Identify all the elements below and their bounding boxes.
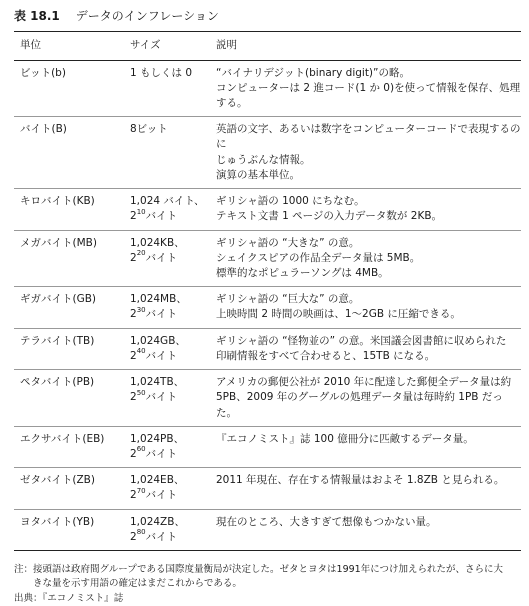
size-text: 2 xyxy=(130,251,137,264)
description-line: アメリカの郵便公社が 2010 年に配達した郵便全データ量は約 xyxy=(216,376,512,389)
description-line: テキスト文書 1 ページの入力データ数が 2KB。 xyxy=(216,210,443,223)
size-text: 2 xyxy=(130,308,137,321)
cell-unit: ギガバイト(GB) xyxy=(14,287,124,328)
description-line: 『エコノミスト』誌 100 億冊分に匹敵するデータ量。 xyxy=(216,432,474,445)
description-line: ギリシャ語の “怪物並の” の意。米国議会図書館に収められた xyxy=(216,334,507,347)
size-line xyxy=(130,349,210,364)
note-line: きな量を示す用語の確定はまだこれからである。 xyxy=(33,578,242,590)
size-exponent: 40 xyxy=(136,347,146,356)
cell-unit: メガバイト(MB) xyxy=(14,230,124,287)
cell-description xyxy=(210,230,521,287)
size-text: 1,024PB、 xyxy=(130,432,185,445)
size-text: 1 もしくは 0 xyxy=(130,66,193,79)
size-suffix: バイト xyxy=(145,210,178,223)
table-row xyxy=(14,117,521,189)
size-text: 1,024 バイト、 xyxy=(130,195,205,208)
description-line: 現在のところ、大きすぎて想像もつかない量。 xyxy=(216,515,437,528)
description-line: 上映時間 2 時間の映画は、1～2GB に圧縮できる。 xyxy=(216,308,461,321)
cell-size xyxy=(124,230,210,287)
data-inflation-table xyxy=(14,31,521,551)
description-line: 標準的なポピュラーソングは 4MB。 xyxy=(216,267,389,280)
size-text: 1,024KB、 xyxy=(130,236,185,249)
description-line: コンピューターは 2 進コード(1 か 0)を使って情報を保存、処理する。 xyxy=(216,81,521,110)
cell-unit: エクサバイト(EB) xyxy=(14,426,124,467)
size-text: 2 xyxy=(130,349,137,362)
header-description: 説明 xyxy=(210,32,521,60)
cell-size xyxy=(124,509,210,550)
cell-unit: キロバイト(KB) xyxy=(14,189,124,230)
cell-size xyxy=(124,287,210,328)
table-number: 表 18.1 xyxy=(14,9,60,23)
description-line: “バイナリデジット(binary digit)”の略。 xyxy=(216,66,410,79)
size-exponent: 50 xyxy=(136,388,146,397)
table-row xyxy=(14,468,521,509)
description-line: 2011 年現在、存在する情報量はおよそ 1.8ZB と見られる。 xyxy=(216,474,505,487)
table-row xyxy=(14,328,521,369)
cell-size xyxy=(124,117,210,189)
size-text: 2 xyxy=(130,530,137,543)
size-exponent: 80 xyxy=(136,528,146,537)
size-text: 1,024TB、 xyxy=(130,376,185,389)
size-text: 2 xyxy=(130,447,137,460)
cell-unit: ゼタバイト(ZB) xyxy=(14,468,124,509)
table-row xyxy=(14,189,521,230)
cell-size xyxy=(124,426,210,467)
cell-unit: テラバイト(TB) xyxy=(14,328,124,369)
cell-description xyxy=(210,468,521,509)
table-row xyxy=(14,230,521,287)
table-row xyxy=(14,370,521,427)
header-row xyxy=(14,32,521,60)
size-line xyxy=(130,209,210,224)
cell-description xyxy=(210,287,521,328)
description-line: じゅうぶんな情報。 xyxy=(216,153,311,166)
size-line xyxy=(130,447,210,462)
cell-size xyxy=(124,189,210,230)
size-text: 2 xyxy=(130,210,137,223)
size-suffix: バイト xyxy=(145,447,178,460)
table-row xyxy=(14,287,521,328)
cell-description xyxy=(210,60,521,117)
cell-description xyxy=(210,426,521,467)
size-exponent: 60 xyxy=(136,445,146,454)
description-line: ギリシャ語の “巨大な” の意。 xyxy=(216,293,360,306)
header-size: サイズ xyxy=(124,32,210,60)
note-label: 注： xyxy=(14,564,34,576)
note-text xyxy=(33,563,521,592)
cell-size xyxy=(124,468,210,509)
cell-description xyxy=(210,370,521,427)
cell-description xyxy=(210,117,521,189)
table-caption xyxy=(14,8,521,25)
size-suffix: バイト xyxy=(145,349,178,362)
size-text: 2 xyxy=(130,391,137,404)
size-text: 2 xyxy=(130,489,137,502)
note xyxy=(14,563,521,592)
size-line xyxy=(130,251,210,266)
description-line: 印刷情報をすべて合わせると、15TB になる。 xyxy=(216,349,436,362)
description-line: シェイクスピアの作品全データ量は 5MB。 xyxy=(216,251,421,264)
table-row xyxy=(14,509,521,550)
description-line: 英語の文字、あるいは数字をコンピューターコードで表現するのに xyxy=(216,123,521,151)
size-suffix: バイト xyxy=(145,308,178,321)
size-text: 1,024ZB、 xyxy=(130,515,185,528)
cell-unit: ビット(b) xyxy=(14,60,124,117)
cell-size xyxy=(124,370,210,427)
cell-size xyxy=(124,328,210,369)
size-suffix: バイト xyxy=(145,251,178,264)
cell-unit: ペタバイト(PB) xyxy=(14,370,124,427)
cell-description xyxy=(210,509,521,550)
source xyxy=(14,592,521,606)
size-line xyxy=(130,390,210,405)
table-body xyxy=(14,60,521,550)
source-label: 出典： xyxy=(14,592,43,604)
table-row xyxy=(14,60,521,117)
size-text: 1,024GB、 xyxy=(130,334,186,347)
size-line xyxy=(130,488,210,503)
size-suffix: バイト xyxy=(145,489,178,502)
table-row xyxy=(14,426,521,467)
source-text: 『エコノミスト』誌 xyxy=(42,592,124,604)
size-exponent: 70 xyxy=(136,486,146,495)
cell-size xyxy=(124,60,210,117)
size-line xyxy=(130,66,210,81)
header-unit: 単位 xyxy=(14,32,124,60)
size-line xyxy=(130,530,210,545)
size-text: 1,024EB、 xyxy=(130,474,185,487)
description-line: ギリシャ語の “大きな” の意。 xyxy=(216,236,360,249)
size-exponent: 20 xyxy=(136,249,146,258)
size-text: 8ビット xyxy=(130,123,168,136)
size-exponent: 10 xyxy=(136,207,146,216)
size-text: 1,024MB、 xyxy=(130,293,187,306)
cell-unit: バイト(B) xyxy=(14,117,124,189)
note-line: 接頭語は政府間グループである国際度量衡局が決定した。ゼタとヨタは1991年につけ加えられたが、さらに大 xyxy=(33,564,504,576)
notes xyxy=(14,563,521,606)
cell-unit: ヨタバイト(YB) xyxy=(14,509,124,550)
description-line: ギリシャ語の 1000 にちなむ。 xyxy=(216,195,365,208)
table-title: データのインフレーション xyxy=(75,9,219,23)
cell-description xyxy=(210,328,521,369)
size-exponent: 30 xyxy=(136,305,146,314)
cell-description xyxy=(210,189,521,230)
description-line: 5PB、2009 年のグーグルの処理データ量は毎時約 1PB だった。 xyxy=(216,391,503,419)
size-line xyxy=(130,307,210,322)
size-line xyxy=(130,122,210,137)
size-suffix: バイト xyxy=(145,530,178,543)
description-line: 演算の基本単位。 xyxy=(216,168,300,181)
size-suffix: バイト xyxy=(145,391,178,404)
